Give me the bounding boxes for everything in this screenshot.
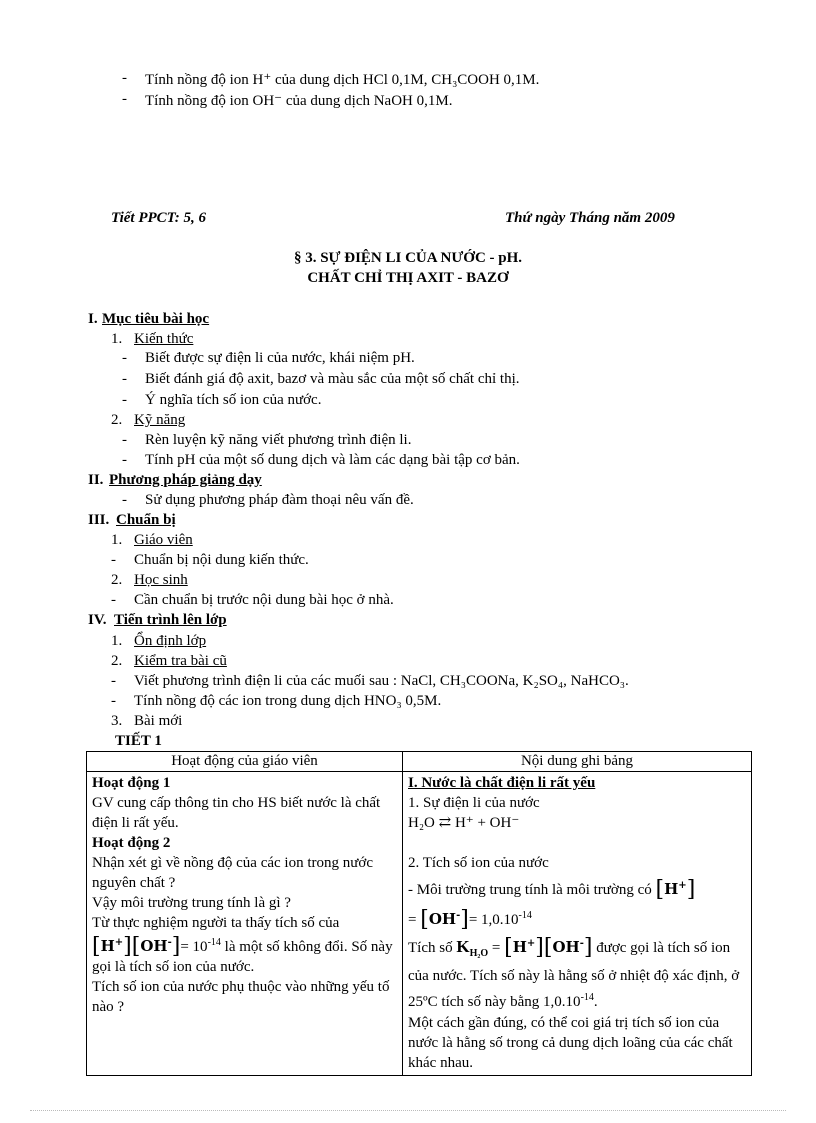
text: = 1,0.10 (468, 912, 519, 928)
table-row (87, 772, 752, 1076)
period-label: TIẾT 1 (115, 733, 162, 749)
section-title-procedure: Tiến trình lên lớp (114, 612, 227, 628)
lesson-title-line1: § 3. SỰ ĐIỆN LI CỦA NƯỚC - pH. (293, 250, 523, 266)
activity-2-factors-question: Tích số ion của nước phụ thuộc vào những yếu tố nào ? (92, 979, 390, 1015)
activity-2-neutral-question: Vậy môi trường trung tính là gì ? (92, 895, 291, 911)
dash: - (122, 91, 127, 107)
formula-product: [H+][OH-] (504, 935, 593, 960)
list-item: Sử dụng phương pháp đàm thoại nêu vấn đề. (145, 492, 414, 508)
text: là một số không đổi. Số này gọi là tích số ion của nước. (92, 939, 393, 975)
subsection-num: 2. (111, 572, 123, 588)
activity-2-title: Hoạt động 2 (92, 835, 171, 851)
spacer (408, 833, 746, 853)
text: Tích số (408, 940, 457, 956)
k-subscript: H₂O (469, 948, 489, 959)
board-content-cell (403, 772, 752, 1076)
subsection-title-knowledge: Kiến thức (134, 331, 194, 347)
table-header-row (87, 752, 752, 772)
section-title-objectives: Mục tiêu bài học (102, 311, 210, 327)
lesson-table (86, 751, 752, 1076)
activity-1-title: Hoạt động 1 (92, 775, 171, 791)
date-line: Thứ ngày Tháng năm 2009 (505, 210, 675, 226)
dash: - (122, 70, 127, 86)
dash: - (111, 693, 116, 709)
subsection-title-skills: Kỹ năng (134, 412, 186, 428)
subsection-num: 2. (111, 653, 123, 669)
ion-product-definition (408, 933, 746, 1013)
section-num: III. (88, 512, 110, 528)
subsection-num: 2. (111, 412, 123, 428)
subsection-title-new-lesson: Bài mới (134, 713, 183, 729)
exponent: -14 (207, 937, 221, 948)
dash: - (111, 552, 116, 568)
dash: - (111, 673, 116, 689)
list-item: Viết phương trình điện li của các muối sau : NaCl, CH₃COONa, K₂SO₄, NaHCO₃. (134, 673, 629, 689)
ionization-equation: H₂O ⇄ H⁺ + OH⁻ (408, 815, 520, 831)
activity-2-product-text (92, 913, 397, 977)
list-item: Biết được sự điện li của nước, khái niệm pH. (145, 350, 415, 366)
content-subheading-2: 2. Tích số ion của nước (408, 855, 549, 871)
list-item: Tính nồng độ các ion trong dung dịch HNO₃ 0,5M. (134, 693, 442, 709)
top-item-1: Tính nồng độ ion H⁺ của dung dịch HCl 0,1M, CH₃COOH 0,1M. (145, 72, 540, 88)
dash: - (122, 371, 127, 387)
subsection-title-class-order: Ổn định lớp (134, 633, 207, 649)
top-item-2: Tính nồng độ ion OH⁻ của dung dịch NaOH 0,1M. (145, 93, 453, 109)
subsection-num: 1. (111, 532, 123, 548)
neutral-definition (408, 873, 746, 933)
list-item: Cần chuẩn bị trước nội dung bài học ở nhà. (134, 592, 394, 608)
teacher-activity-cell (87, 772, 403, 1076)
formula-h: [H+] (655, 877, 696, 902)
formula-oh: [OH-] (420, 907, 469, 932)
section-title-preparation: Chuẩn bị (116, 512, 176, 528)
header-board-content: Nội dung ghi bảng (403, 752, 752, 772)
lesson-number: Tiết PPCT: 5, 6 (111, 210, 206, 226)
exponent: -14 (518, 910, 532, 921)
text: 1. Sự điện li của nước (408, 795, 540, 811)
list-item: Ý nghĩa tích số ion của nước. (145, 392, 322, 408)
dash: - (122, 392, 127, 408)
dash: - (122, 452, 127, 468)
text: = (488, 940, 505, 956)
subsection-num: 1. (111, 331, 123, 347)
text: . (593, 994, 598, 1010)
lesson-title-line2: CHẤT CHỈ THỊ AXIT - BAZƠ (307, 270, 509, 286)
subsection-title-teacher: Giáo viên (134, 532, 193, 548)
section-num: I. (88, 311, 98, 327)
text: = (408, 912, 421, 928)
subsection-num: 1. (111, 633, 123, 649)
k-symbol: K (456, 937, 470, 956)
text: = 10 (180, 939, 208, 955)
list-item: Tính pH của một số dung dịch và làm các dạng bài tập cơ bản. (145, 452, 520, 468)
text: Từ thực nghiệm người ta thấy tích số của (92, 915, 340, 931)
dash: - (122, 350, 127, 366)
section-title-methods: Phương pháp giảng dạy (109, 472, 262, 488)
dash: - (122, 492, 127, 508)
content-heading: I. Nước là chất điện li rất yếu (408, 775, 596, 791)
content-subheading-1 (408, 793, 746, 813)
subsection-title-student: Học sinh (134, 572, 188, 588)
list-item: Rèn luyện kỹ năng viết phương trình điện li. (145, 432, 412, 448)
activity-1-text: GV cung cấp thông tin cho HS biết nước là chất điện li rất yếu. (92, 795, 381, 831)
exponent: -14 (580, 992, 594, 1003)
subsection-num: 3. (111, 713, 123, 729)
approximation-note: Một cách gần đúng, có thể coi giá trị tích số ion của nước là hằng số trong cả dung dịch loãng của các chất khác nhau. (408, 1015, 733, 1071)
list-item: Chuẩn bị nội dung kiến thức. (134, 552, 309, 568)
list-item: Biết đánh giá độ axit, bazơ và màu sắc của một số chất chỉ thị. (145, 371, 520, 387)
text: được gọi là tích số ion của nước. Tích số này là hằng số ở nhiệt độ xác định, ở 25ºC tích số này bằng 1,0.10 (408, 940, 740, 1010)
formula-h-concentration: [H+][OH-] (92, 934, 181, 959)
section-num: II. (88, 472, 104, 488)
subsection-title-review: Kiểm tra bài cũ (134, 653, 227, 669)
footer-divider (30, 1110, 786, 1111)
section-num: IV. (88, 612, 107, 628)
text: - Môi trường trung tính là môi trường có (408, 882, 652, 898)
header-teacher-activity: Hoạt động của giáo viên (87, 752, 403, 772)
activity-2-question: Nhận xét gì về nồng độ của các ion trong nước nguyên chất ? (92, 855, 373, 891)
dash: - (122, 432, 127, 448)
dash: - (111, 592, 116, 608)
